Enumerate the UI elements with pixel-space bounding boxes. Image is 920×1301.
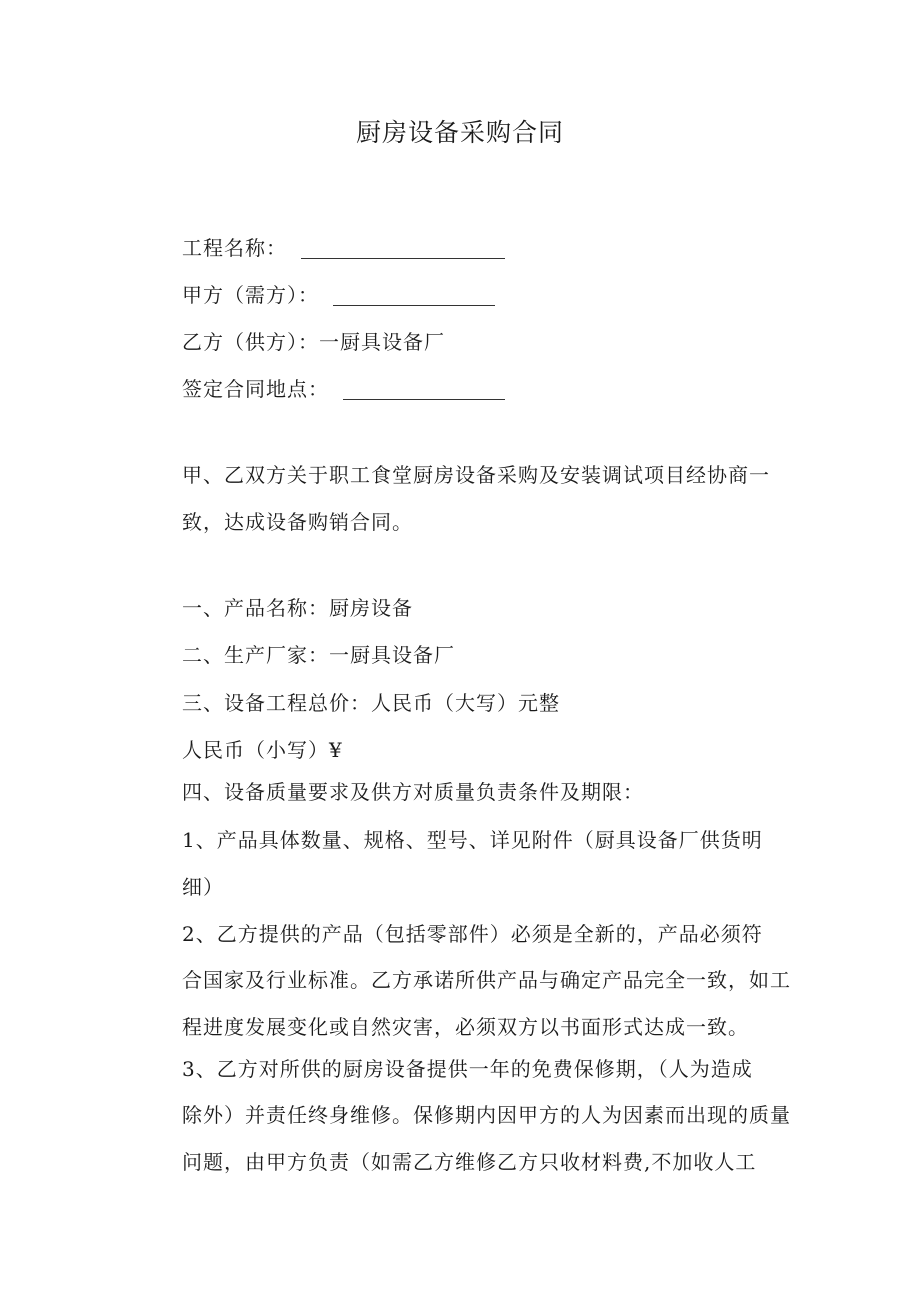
- blank-line: [343, 379, 505, 400]
- paragraph-2-line-2: 合国家及行业标准。乙方承诺所供产品与确定产品完全一致，如工: [182, 968, 791, 992]
- field-signing-place: [182, 375, 505, 403]
- field-project-name: [182, 234, 505, 262]
- paragraph-3-line-1: 3、乙方对所供的厨房设备提供一年的免费保修期，（人为造成: [182, 1057, 753, 1081]
- clause-quality-heading: 四、设备质量要求及供方对质量负责条件及期限：: [182, 780, 644, 804]
- field-party-a: [182, 281, 495, 309]
- paragraph-2-line-1: 2、乙方提供的产品（包括零部件）必须是全新的，产品必须符: [182, 922, 763, 946]
- blank-line: [301, 238, 505, 259]
- document-title: 厨房设备采购合同: [355, 118, 564, 147]
- field-value: 一厨具设备厂: [319, 330, 445, 354]
- field-label: 甲方（需方）：: [182, 283, 319, 307]
- paragraph-1-line-2: 细）: [182, 875, 224, 899]
- clause-price-lower: 人民币（小写）¥: [182, 738, 343, 762]
- field-label: 乙方（供方）：: [182, 330, 319, 354]
- field-label: 工程名称：: [182, 236, 287, 260]
- clause-total-price: 三、设备工程总价：人民币（大写）元整: [182, 691, 560, 715]
- paragraph-3-line-2: 除外）并责任终身维修。保修期内因甲方的人为因素而出现的质量: [182, 1103, 791, 1127]
- paragraph-3-line-3: 问题，由甲方负责（如需乙方维修乙方只收材料费,不加收人工: [182, 1150, 757, 1174]
- paragraph-1-line-1: 1、产品具体数量、规格、型号、详见附件（厨具设备厂供货明: [182, 828, 763, 852]
- paragraph-2-line-3: 程进度发展变化或自然灾害，必须双方以书面形式达成一致。: [182, 1015, 749, 1039]
- intro-line-2: 致，达成设备购销合同。: [182, 510, 413, 534]
- clause-manufacturer: 二、生产厂家：一厨具设备厂: [182, 643, 455, 667]
- field-party-b: [182, 328, 445, 356]
- blank-line: [333, 285, 495, 306]
- field-label: 签定合同地点：: [182, 377, 329, 401]
- intro-line-1: 甲、乙双方关于职工食堂厨房设备采购及安装调试项目经协商一: [182, 463, 770, 487]
- clause-product-name: 一、产品名称：厨房设备: [182, 596, 413, 620]
